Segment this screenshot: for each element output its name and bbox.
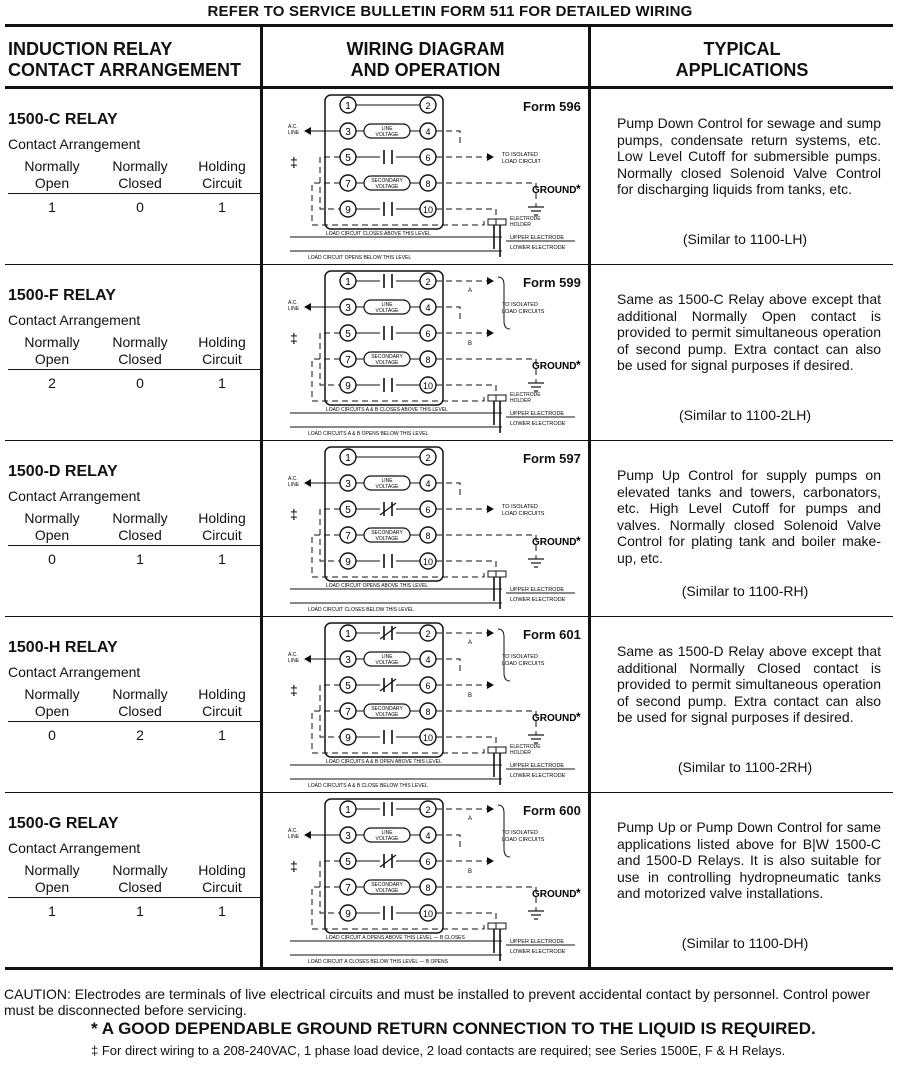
ground-wire: [436, 359, 536, 383]
line-voltage-label: LINE: [381, 478, 393, 484]
terminal-label: 10: [422, 733, 434, 743]
terminal-label: 1: [345, 277, 351, 288]
holding-circuit-header: Holding Circuit: [198, 686, 246, 719]
similar-model: (Similar to 1100-DH): [681, 935, 809, 951]
holding-circuit-header: Holding Circuit: [198, 510, 246, 543]
secondary-voltage-label: SECONDARY: [371, 178, 403, 184]
relay-name: 1500-F RELAY: [8, 287, 116, 304]
ground-wire: [436, 887, 536, 911]
terminal-label: 9: [345, 909, 351, 920]
ac-line-label: LINE: [288, 482, 300, 488]
line-voltage-label: LINE: [381, 302, 393, 308]
ground-star: *: [576, 886, 581, 900]
wiring-diagram: [270, 793, 590, 966]
terminal-label: 3: [345, 127, 351, 138]
normally-open-value: 2: [48, 375, 56, 391]
ground-label: GROUND: [532, 537, 577, 548]
terminal-label: 7: [345, 707, 351, 718]
electrode-wire: [436, 913, 496, 933]
terminal-label: 3: [345, 655, 351, 666]
terminal-label: 10: [422, 381, 434, 391]
secondary-voltage-label: VOLTAGE: [375, 712, 399, 718]
line-voltage-label: VOLTAGE: [375, 660, 399, 666]
upper-electrode-label: UPPER ELECTRODE: [510, 939, 565, 945]
upper-level-label: LOAD CIRCUIT A OPENS ABOVE THIS LEVEL — B CLOSES: [326, 935, 465, 941]
label-a: A: [468, 816, 473, 822]
terminal-label: 9: [345, 205, 351, 216]
electrode-holder: [488, 747, 506, 753]
terminal-label: 4: [425, 479, 431, 489]
wiring-diagram: [270, 265, 590, 440]
isolated-load-label: TO ISOLATED: [502, 302, 538, 308]
label-a: A: [468, 640, 473, 646]
terminal-label: 9: [345, 733, 351, 744]
ground-star: *: [576, 182, 581, 196]
terminal-label: 7: [345, 179, 351, 190]
ac-line-label: A.C.: [288, 300, 298, 306]
load-arrow: [487, 505, 494, 513]
ac-line-label: A.C.: [288, 652, 298, 658]
normally-closed-value: 1: [136, 903, 144, 919]
terminal-label: 8: [425, 531, 431, 541]
terminal-label: 10: [422, 909, 434, 919]
similar-model: (Similar to 1100-2RH): [677, 759, 813, 775]
lower-level-label: LOAD CIRCUIT OPENS BELOW THIS LEVEL: [308, 255, 412, 261]
contact-arrangement-label: Contact Arrangement: [8, 664, 141, 680]
contact-gap: [380, 555, 396, 567]
holding-circuit-value: 1: [218, 727, 226, 743]
line-voltage-label: VOLTAGE: [375, 836, 399, 842]
ac-line-label: LINE: [288, 658, 300, 664]
terminal-label: 7: [345, 355, 351, 366]
terminal-label: 8: [425, 707, 431, 717]
upper-level-label: LOAD CIRCUIT CLOSES ABOVE THIS LEVEL: [326, 231, 431, 237]
form-number: Form 600: [523, 803, 581, 818]
terminal-label: 6: [425, 153, 431, 163]
ac-line-arrow: [304, 127, 311, 135]
normally-open-value: 1: [48, 199, 56, 215]
contact-arrangement-label: Contact Arrangement: [8, 312, 141, 328]
contact-arrangement-label: Contact Arrangement: [8, 488, 141, 504]
load-arrow-a: [487, 805, 494, 813]
contact-gap: [380, 275, 396, 287]
isolated-load-label: TO ISOLATED: [502, 830, 538, 836]
normally-open-value: 0: [48, 727, 56, 743]
relay-row-1500-c-relay: [5, 89, 893, 265]
secondary-voltage-label: VOLTAGE: [375, 536, 399, 542]
electrode-wire: [436, 385, 496, 405]
normally-closed-header: Normally Closed: [112, 510, 168, 543]
ground-label: GROUND: [532, 361, 577, 372]
double-dagger: ‡: [290, 858, 298, 874]
application-text: Pump Up Control for supply pumps on elevated tanks and towers, carbonators, etc. High Level Cutoff for pumps and valves. Normally closed Solenoid Valve Control for plating tank and boiler make-up, etc.: [617, 467, 881, 566]
ac-line-return: [436, 307, 460, 319]
terminal-label: 5: [345, 153, 351, 164]
terminal-label: 3: [345, 303, 351, 314]
lower-electrode-label: LOWER ELECTRODE: [510, 421, 566, 427]
normally-open-header: Normally Open: [24, 862, 80, 895]
terminal-label: 2: [425, 629, 431, 639]
contact-gap: [380, 151, 396, 163]
secondary-voltage-label: SECONDARY: [371, 706, 403, 712]
label-b: B: [468, 693, 473, 699]
form-number: Form 599: [523, 275, 581, 290]
contact-arrangement-label: Contact Arrangement: [8, 136, 141, 152]
isolated-load-label: LOAD CIRCUITS: [502, 511, 545, 517]
load-arrow: [487, 329, 494, 337]
label-b: B: [468, 869, 473, 875]
normally-open-value: 0: [48, 551, 56, 567]
normally-open-value: 1: [48, 903, 56, 919]
header-contact-arrangement: INDUCTION RELAY CONTACT ARRANGEMENT: [5, 27, 260, 89]
relay-name: 1500-G RELAY: [8, 815, 119, 832]
isolated-load-label: TO ISOLATED: [502, 504, 538, 510]
electrode-holder: [488, 219, 506, 225]
contact-gap: [380, 907, 396, 919]
lower-level-label: LOAD CIRCUITS A & B OPENS BELOW THIS LEVEL: [308, 431, 429, 437]
ac-line-arrow: [304, 831, 311, 839]
relay-name: 1500-C RELAY: [8, 111, 118, 128]
load-arrow-a: [487, 277, 494, 285]
line-voltage-label: VOLTAGE: [375, 308, 399, 314]
terminal-label: 7: [345, 531, 351, 542]
caution-note: CAUTION: Electrodes are terminals of live electrical circuits and must be installed to prevent accidental contact by personnel. Control power must be disconnected before servicing.: [4, 986, 871, 1018]
normally-closed-header: Normally Closed: [112, 334, 168, 367]
double-dagger: ‡: [290, 682, 298, 698]
similar-model: (Similar to 1100-LH): [682, 231, 808, 247]
terminal-label: 3: [345, 479, 351, 490]
terminal-label: 2: [425, 101, 431, 111]
holding-circuit-value: 1: [218, 375, 226, 391]
ground-label: GROUND: [532, 713, 577, 724]
holding-circuit-header: Holding Circuit: [198, 158, 246, 191]
header-typical-applications: TYPICAL APPLICATIONS: [591, 27, 893, 89]
header-underline: [8, 897, 260, 898]
lower-level-label: LOAD CIRCUIT CLOSES BELOW THIS LEVEL: [308, 607, 414, 613]
normally-open-header: Normally Open: [24, 510, 80, 543]
holding-circuit-value: 1: [218, 199, 226, 215]
isolated-load-label: LOAD CIRCUIT: [502, 159, 541, 165]
terminal-label: 7: [345, 883, 351, 894]
wiring-diagram-svg: [270, 89, 590, 265]
line-voltage-label: LINE: [381, 126, 393, 132]
service-bulletin-note: REFER TO SERVICE BULLETIN FORM 511 FOR DETAILED WIRING: [207, 3, 693, 20]
terminal-label: 9: [345, 381, 351, 392]
ground-wire: [436, 183, 536, 207]
terminal-label: 8: [425, 179, 431, 189]
upper-electrode-label: UPPER ELECTRODE: [510, 411, 565, 417]
secondary-voltage-label: VOLTAGE: [375, 184, 399, 190]
contact-arrangement-label: Contact Arrangement: [8, 840, 141, 856]
ground-requirement-note: * A GOOD DEPENDABLE GROUND RETURN CONNECTION TO THE LIQUID IS REQUIRED.: [91, 1019, 816, 1038]
normally-open-header: Normally Open: [24, 686, 80, 719]
terminal-label: 8: [425, 355, 431, 365]
ac-line-label: A.C.: [288, 124, 298, 130]
ac-line-label: LINE: [288, 834, 300, 840]
terminal-label: 4: [425, 127, 431, 137]
ac-line-return: [436, 659, 460, 671]
terminal-label: 1: [345, 805, 351, 816]
terminal-label: 9: [345, 557, 351, 568]
terminal-label: 4: [425, 303, 431, 313]
upper-electrode-label: UPPER ELECTRODE: [510, 587, 565, 593]
ground-star: *: [576, 534, 581, 548]
electrode-holder: [488, 923, 506, 929]
electrode-holder-label: HOLDER: [510, 398, 531, 404]
ground-label: GROUND: [532, 889, 577, 900]
relay-name: 1500-H RELAY: [8, 639, 118, 656]
isolated-load-label: LOAD CIRCUITS: [502, 661, 545, 667]
terminal-label: 3: [345, 831, 351, 842]
terminal-label: 1: [345, 453, 351, 464]
ac-line-arrow: [304, 303, 311, 311]
ground-star: *: [576, 710, 581, 724]
ac-line-return: [436, 483, 460, 495]
secondary-voltage-label: SECONDARY: [371, 354, 403, 360]
contact-gap: [380, 327, 396, 339]
lower-electrode-label: LOWER ELECTRODE: [510, 949, 566, 955]
terminal-label: 10: [422, 205, 434, 215]
secondary-voltage-label: SECONDARY: [371, 882, 403, 888]
isolated-load-label: TO ISOLATED: [502, 654, 538, 660]
double-dagger: ‡: [290, 330, 298, 346]
terminal-label: 4: [425, 655, 431, 665]
load-arrow: [487, 681, 494, 689]
electrode-holder-label: ELECTRODE: [510, 216, 541, 222]
relay-row-1500-f-relay: [5, 265, 893, 441]
double-dagger: ‡: [290, 506, 298, 522]
normally-closed-value: 0: [136, 375, 144, 391]
lower-electrode-label: LOWER ELECTRODE: [510, 597, 566, 603]
lower-electrode-label: LOWER ELECTRODE: [510, 245, 566, 251]
isolated-load-label: LOAD CIRCUITS: [502, 837, 545, 843]
relay-row-1500-h-relay: [5, 617, 893, 793]
electrode-holder-label: ELECTRODE: [510, 744, 541, 750]
contact-gap: [380, 803, 396, 815]
normally-open-header: Normally Open: [24, 334, 80, 367]
electrode-wire: [436, 737, 496, 757]
terminal-label: 2: [425, 453, 431, 463]
similar-model: (Similar to 1100-RH): [681, 583, 809, 599]
isolated-load-label: TO ISOLATED: [502, 152, 538, 158]
ac-line-arrow: [304, 479, 311, 487]
upper-level-label: LOAD CIRCUIT OPENS ABOVE THIS LEVEL: [326, 583, 429, 589]
normally-closed-header: Normally Closed: [112, 158, 168, 191]
wiring-footnote: ‡ For direct wiring to a 208-240VAC, 1 phase load device, 2 load contacts are required; see Series 1500E, F & H Relays.: [91, 1043, 786, 1058]
label-b: B: [468, 341, 473, 347]
upper-level-label: LOAD CIRCUITS A & B OPEN ABOVE THIS LEVEL: [326, 759, 442, 765]
wiring-diagram-svg: [270, 265, 590, 441]
application-text: Pump Down Control for sewage and sump pumps, condensate return systems, etc. Low Level Cutoff for submersible pumps. Normally closed Solenoid Valve Control for discharging liquids from tanks, etc.: [617, 115, 881, 197]
normally-closed-value: 0: [136, 199, 144, 215]
terminal-label: 4: [425, 831, 431, 841]
header-underline: [8, 369, 260, 370]
terminal-label: 6: [425, 681, 431, 691]
electrode-holder-label: HOLDER: [510, 222, 531, 228]
lower-level-label: LOAD CIRCUIT A CLOSES BELOW THIS LEVEL — B OPENS: [308, 959, 448, 965]
electrode-wire: [436, 561, 496, 581]
wiring-diagram-svg: [270, 441, 590, 617]
terminal-label: 5: [345, 505, 351, 516]
lower-level-label: LOAD CIRCUITS A & B CLOSE BELOW THIS LEVEL: [308, 783, 428, 789]
line-voltage-label: VOLTAGE: [375, 132, 399, 138]
terminal-label: 5: [345, 857, 351, 868]
ground-wire: [436, 535, 536, 559]
electrode-holder-label: HOLDER: [510, 750, 531, 756]
upper-electrode-label: UPPER ELECTRODE: [510, 235, 565, 241]
application-text: Same as 1500-D Relay above except that additional Normally Closed contact is provided to permit simultaneous operation of second pump. Extra contact can also be used for signal purposes if desired.: [617, 643, 881, 725]
holding-circuit-value: 1: [218, 551, 226, 567]
terminal-label: 5: [345, 681, 351, 692]
ac-line-return: [436, 835, 460, 847]
label-a: A: [468, 288, 473, 294]
terminal-label: 6: [425, 857, 431, 867]
terminal-label: 1: [345, 101, 351, 112]
wiring-diagram-svg: [270, 617, 590, 793]
terminal-label: 6: [425, 329, 431, 339]
application-text: Pump Up or Pump Down Control for same applications listed above for B|W 1500-C and 1500-D Relays. It is also suitable for use in controlling hydropneumatic tanks and motorized valve installations.: [617, 819, 881, 901]
isolated-load-label: LOAD CIRCUITS: [502, 309, 545, 315]
relay-row-1500-d-relay: [5, 441, 893, 617]
electrode-holder: [488, 395, 506, 401]
holding-circuit-value: 1: [218, 903, 226, 919]
ac-line-label: LINE: [288, 306, 300, 312]
holding-circuit-header: Holding Circuit: [198, 862, 246, 895]
ac-line-label: LINE: [288, 130, 300, 136]
header-underline: [8, 193, 260, 194]
line-voltage-label: LINE: [381, 830, 393, 836]
line-voltage-label: VOLTAGE: [375, 484, 399, 490]
similar-model: (Similar to 1100-2LH): [678, 407, 811, 423]
contact-gap: [380, 379, 396, 391]
ac-line-label: A.C.: [288, 828, 298, 834]
header-wiring-diagram: WIRING DIAGRAM AND OPERATION: [263, 27, 588, 89]
holding-circuit-header: Holding Circuit: [198, 334, 246, 367]
load-arrow: [487, 153, 494, 161]
wiring-diagram: [270, 617, 590, 792]
wiring-diagram-svg: [270, 793, 590, 969]
wiring-diagram: [270, 441, 590, 616]
normally-closed-value: 2: [136, 727, 144, 743]
electrode-holder: [488, 571, 506, 577]
upper-electrode-label: UPPER ELECTRODE: [510, 763, 565, 769]
relay-table: [5, 24, 893, 970]
contact-gap: [380, 731, 396, 743]
terminal-label: 8: [425, 883, 431, 893]
lower-electrode-label: LOWER ELECTRODE: [510, 773, 566, 779]
electrode-wire: [436, 209, 496, 229]
electrode-holder-label: ELECTRODE: [510, 392, 541, 398]
secondary-voltage-label: VOLTAGE: [375, 888, 399, 894]
terminal-label: 10: [422, 557, 434, 567]
normally-closed-header: Normally Closed: [112, 686, 168, 719]
application-text: Same as 1500-C Relay above except that additional Normally Open contact is provided to permit simultaneous operation of second pump. Extra contact can also be used for signal purposes if desired.: [617, 291, 881, 373]
form-number: Form 597: [523, 451, 581, 466]
ground-star: *: [576, 358, 581, 372]
terminal-label: 6: [425, 505, 431, 515]
normally-closed-value: 1: [136, 551, 144, 567]
relay-name: 1500-D RELAY: [8, 463, 118, 480]
ac-line-arrow: [304, 655, 311, 663]
upper-level-label: LOAD CIRCUITS A & B CLOSES ABOVE THIS LEVEL: [326, 407, 448, 413]
relay-row-1500-g-relay: [5, 793, 893, 966]
secondary-voltage-label: SECONDARY: [371, 530, 403, 536]
ac-line-label: A.C.: [288, 476, 298, 482]
load-arrow: [487, 857, 494, 865]
line-voltage-label: LINE: [381, 654, 393, 660]
contact-gap: [380, 203, 396, 215]
terminal-label: 5: [345, 329, 351, 340]
form-number: Form 601: [523, 627, 581, 642]
terminal-label: 2: [425, 277, 431, 287]
wiring-diagram: [270, 89, 590, 264]
ac-line-return: [436, 131, 460, 143]
load-arrow-a: [487, 629, 494, 637]
form-number: Form 596: [523, 99, 581, 114]
secondary-voltage-label: VOLTAGE: [375, 360, 399, 366]
header-underline: [8, 545, 260, 546]
terminal-label: 1: [345, 629, 351, 640]
terminal-label: 2: [425, 805, 431, 815]
ground-wire: [436, 711, 536, 735]
ground-label: GROUND: [532, 185, 577, 196]
normally-closed-header: Normally Closed: [112, 862, 168, 895]
normally-open-header: Normally Open: [24, 158, 80, 191]
double-dagger: ‡: [290, 154, 298, 170]
header-underline: [8, 721, 260, 722]
